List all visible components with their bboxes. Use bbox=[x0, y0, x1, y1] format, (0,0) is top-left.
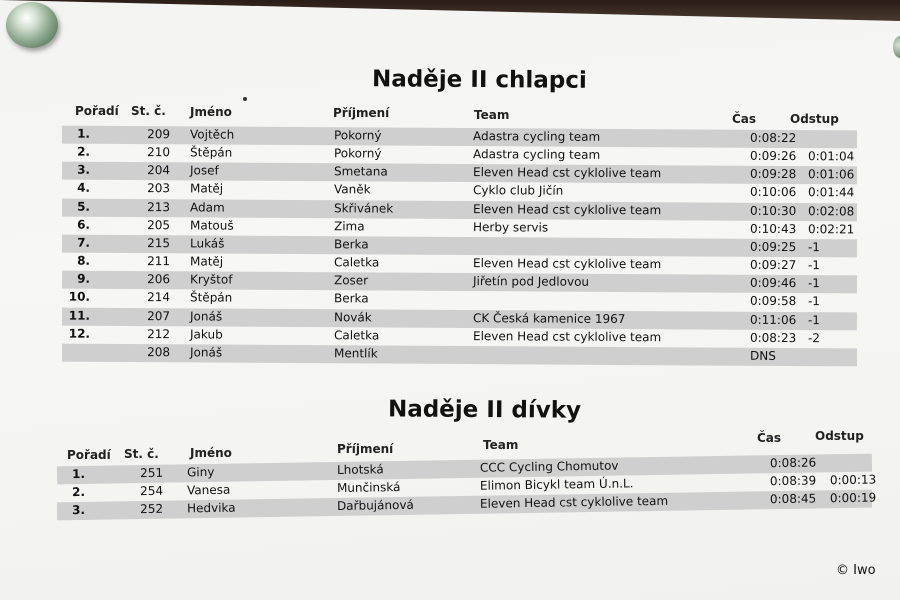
rank-cell: 4. bbox=[77, 181, 91, 196]
rank-cell: 7. bbox=[77, 235, 91, 250]
last-name-cell: Caletka bbox=[333, 255, 380, 270]
header-time: Čas bbox=[757, 431, 782, 445]
section-title-girls: Naděje II dívky bbox=[387, 396, 582, 424]
time-cell: 0:11:06 bbox=[749, 312, 797, 327]
last-name-cell: Novák bbox=[333, 309, 372, 324]
time-cell: 0:08:23 bbox=[749, 330, 797, 345]
team-cell: Cyklo club Jičín bbox=[472, 183, 564, 199]
last-name-cell: Mentlík bbox=[333, 346, 378, 361]
first-name-cell: Vanesa bbox=[186, 482, 231, 498]
first-name-cell: Matěj bbox=[189, 181, 224, 196]
time-cell: 0:08:45 bbox=[769, 491, 817, 507]
start-number-cell: 208 bbox=[147, 344, 171, 360]
header-team: Team bbox=[474, 108, 510, 122]
header-team: Team bbox=[483, 438, 519, 452]
header-time: Čas bbox=[732, 112, 757, 126]
time-cell: 0:09:28 bbox=[749, 167, 797, 182]
gap-cell: -1 bbox=[807, 312, 821, 327]
rank-cell: 3. bbox=[72, 502, 86, 518]
start-number-cell: 214 bbox=[147, 290, 171, 305]
first-name-cell: Štěpán bbox=[189, 145, 233, 160]
start-number-cell: 251 bbox=[140, 465, 164, 481]
team-cell: CK Česká kamenice 1967 bbox=[472, 310, 626, 326]
team-cell: Herby servis bbox=[472, 219, 549, 235]
header-rank: Pořadí bbox=[67, 448, 111, 462]
gap-cell: 0:02:21 bbox=[807, 221, 855, 237]
start-number-cell: 203 bbox=[147, 181, 171, 196]
header-first-name: Jméno bbox=[190, 446, 232, 460]
rank-cell: 2. bbox=[72, 484, 86, 500]
header-gap: Odstup bbox=[790, 112, 839, 126]
last-name-cell: Munčinská bbox=[336, 480, 401, 496]
last-name-cell: Skřivánek bbox=[333, 200, 394, 216]
time-cell: 0:08:22 bbox=[749, 130, 797, 146]
team-cell: Adastra cycling team bbox=[472, 129, 601, 144]
rank-cell: 5. bbox=[77, 199, 91, 214]
team-cell: Jiřetín pod Jedlovou bbox=[472, 274, 590, 289]
first-name-cell: Giny bbox=[186, 464, 215, 480]
header-start-number: St. č. bbox=[124, 447, 159, 461]
start-number-cell: 254 bbox=[140, 483, 164, 499]
gap-cell: -1 bbox=[807, 240, 821, 255]
first-name-cell: Josef bbox=[189, 163, 219, 178]
time-cell: 0:10:43 bbox=[749, 221, 797, 236]
pushpin-icon-right bbox=[893, 36, 900, 58]
rank-cell: 2. bbox=[77, 144, 91, 159]
start-number-cell: 204 bbox=[147, 163, 171, 178]
header-start-number: St. č. bbox=[131, 104, 166, 118]
start-number-cell: 212 bbox=[147, 326, 171, 341]
first-name-cell: Matěj bbox=[189, 254, 224, 269]
header-last-name: Příjmení bbox=[333, 106, 390, 120]
first-name-cell: Vojtěch bbox=[189, 127, 235, 142]
time-cell: 0:10:06 bbox=[749, 185, 797, 200]
last-name-cell: Caletka bbox=[333, 327, 380, 343]
gap-cell: 0:00:19 bbox=[829, 490, 877, 506]
team-cell: Eleven Head cst cyklolive team bbox=[472, 256, 662, 272]
last-name-cell: Dařbujánová bbox=[336, 497, 414, 514]
last-name-cell: Berka bbox=[333, 237, 369, 252]
team-cell: Adastra cycling team bbox=[472, 147, 601, 162]
team-cell: Elimon Bicykl team Ú.n.L. bbox=[479, 476, 634, 493]
first-name-cell: Jonáš bbox=[189, 345, 223, 360]
first-name-cell: Kryštof bbox=[189, 272, 233, 287]
first-name-cell: Hedvika bbox=[186, 500, 236, 516]
gap-cell: -2 bbox=[807, 330, 821, 345]
team-cell: Eleven Head cst cyklolive team bbox=[472, 165, 662, 181]
last-name-cell: Pokorný bbox=[333, 146, 382, 161]
start-number-cell: 213 bbox=[147, 199, 171, 214]
pushpin-icon bbox=[6, 2, 58, 48]
rank-cell: 3. bbox=[77, 162, 91, 178]
first-name-cell: Lukáš bbox=[189, 236, 225, 251]
time-cell: 0:09:58 bbox=[749, 294, 797, 309]
section-title-boys: Naděje II chlapci bbox=[371, 66, 587, 94]
rank-cell: 1. bbox=[77, 126, 91, 141]
last-name-cell: Lhotská bbox=[336, 462, 384, 478]
start-number-cell: 252 bbox=[140, 501, 164, 517]
team-cell: Eleven Head cst cyklolive team bbox=[472, 201, 662, 217]
start-number-cell: 210 bbox=[147, 145, 171, 160]
start-number-cell: 211 bbox=[147, 254, 171, 269]
gap-cell: -1 bbox=[807, 276, 821, 291]
time-cell: 0:09:27 bbox=[749, 257, 797, 273]
start-number-cell: 205 bbox=[147, 217, 171, 232]
rank-cell: 1. bbox=[72, 466, 86, 482]
first-name-cell: Jonáš bbox=[189, 308, 223, 324]
gap-cell: -1 bbox=[807, 294, 821, 309]
header-gap: Odstup bbox=[815, 429, 864, 443]
last-name-cell: Berka bbox=[333, 291, 369, 306]
team-cell: Eleven Head cst cyklolive team bbox=[472, 328, 662, 344]
team-cell: Eleven Head cst cyklolive team bbox=[479, 493, 669, 511]
last-name-cell: Zima bbox=[333, 218, 365, 234]
gap-cell: 0:02:08 bbox=[807, 203, 855, 219]
gap-cell: 0:01:04 bbox=[807, 149, 855, 164]
start-number-cell: 207 bbox=[147, 308, 171, 323]
last-name-cell: Vaněk bbox=[333, 182, 371, 197]
gap-cell: 0:00:13 bbox=[829, 472, 877, 488]
time-cell: 0:09:26 bbox=[749, 148, 797, 164]
start-number-cell: 209 bbox=[147, 127, 171, 142]
first-name-cell: Štěpán bbox=[189, 290, 233, 305]
photo-credit: © Iwo bbox=[836, 563, 876, 578]
first-name-cell: Jakub bbox=[189, 326, 223, 342]
rank-cell: 9. bbox=[77, 271, 91, 286]
ink-dot bbox=[243, 97, 247, 101]
last-name-cell: Smetana bbox=[333, 164, 388, 179]
rank-cell: 10. bbox=[68, 289, 91, 305]
gap-cell: 0:01:44 bbox=[807, 185, 855, 200]
last-name-cell: Zoser bbox=[333, 273, 369, 288]
header-last-name: Příjmení bbox=[337, 442, 394, 456]
start-number-cell: 206 bbox=[147, 272, 171, 287]
time-cell: 0:08:39 bbox=[769, 473, 817, 489]
rank-cell: 12. bbox=[68, 326, 91, 341]
header-first-name: Jméno bbox=[190, 105, 232, 119]
time-cell: DNS bbox=[749, 348, 776, 363]
last-name-cell: Pokorný bbox=[333, 128, 382, 143]
time-cell: 0:09:25 bbox=[749, 239, 797, 254]
time-cell: 0:09:46 bbox=[749, 275, 797, 291]
time-cell: 0:08:26 bbox=[769, 455, 817, 471]
team-cell: CCC Cycling Chomutov bbox=[479, 458, 619, 475]
rank-cell: 8. bbox=[77, 253, 91, 268]
header-rank: Pořadí bbox=[75, 104, 119, 118]
rank-cell: 11. bbox=[68, 308, 91, 323]
gap-cell: -1 bbox=[807, 258, 821, 273]
gap-cell: 0:01:06 bbox=[807, 167, 855, 182]
time-cell: 0:10:30 bbox=[749, 203, 797, 218]
first-name-cell: Matouš bbox=[189, 218, 234, 233]
start-number-cell: 215 bbox=[147, 235, 171, 251]
rank-cell: 6. bbox=[77, 217, 91, 232]
first-name-cell: Adam bbox=[189, 199, 225, 215]
